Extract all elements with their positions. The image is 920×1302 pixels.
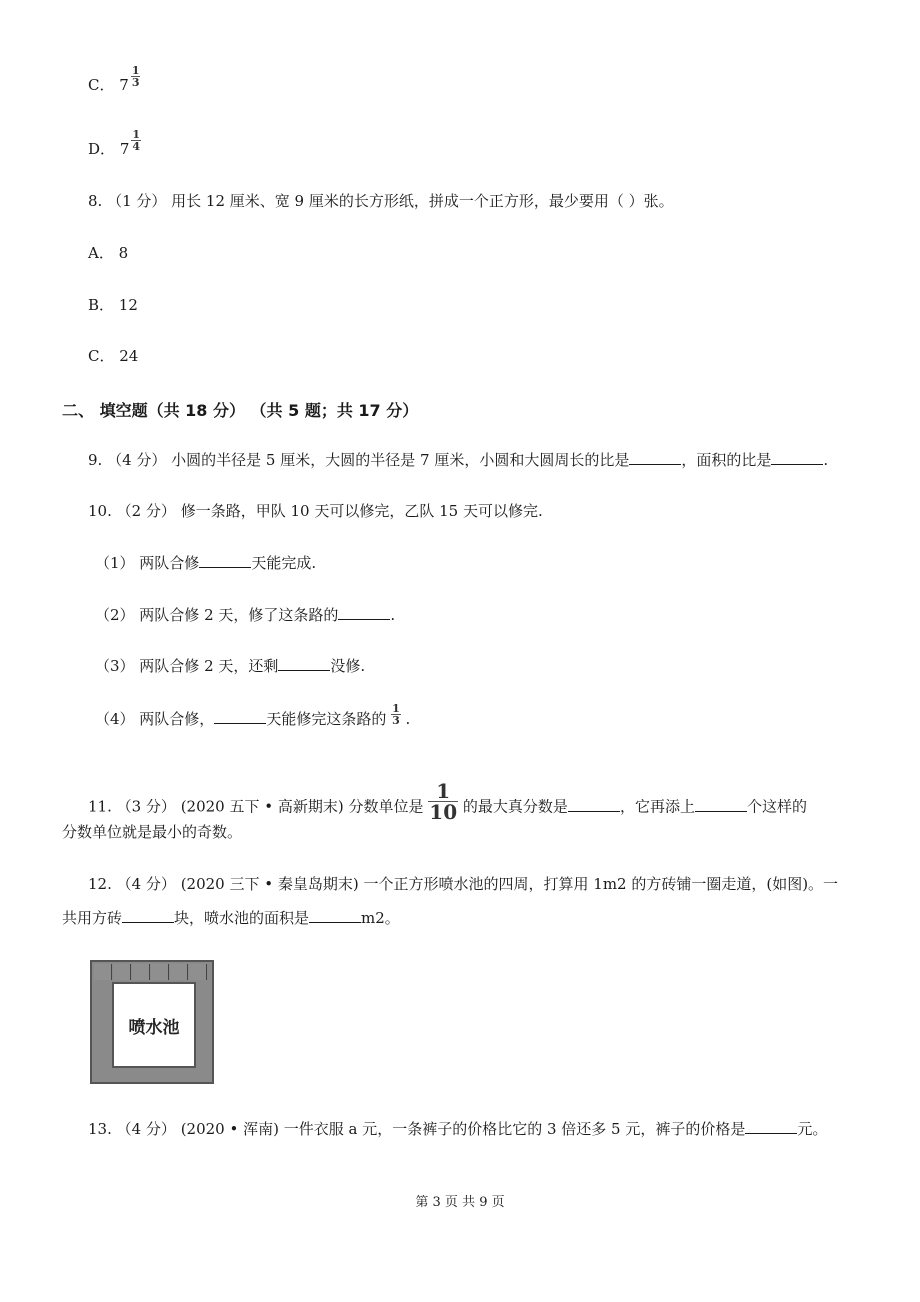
fraction-numerator: 1 (131, 63, 140, 77)
question-12-line2 (62, 907, 400, 929)
sub-text-end: . (390, 606, 396, 624)
pool-label: 喷水池 (112, 982, 196, 1068)
question-13-text: 13. （4 分） (2020 • 浑南) 一件衣服 a 元，一条裤子的价格比它的 3 倍还多 5 元，裤子的价格是 (88, 1120, 746, 1138)
fraction (428, 781, 458, 822)
tile (151, 964, 169, 980)
question-10-text: 10. （2 分） 修一条路，甲队 10 天可以修完，乙队 15 天可以修完. (88, 502, 543, 520)
fraction (131, 65, 141, 88)
mixed-whole: 7 (119, 76, 129, 94)
question-10-sub-4 (95, 701, 411, 732)
fountain-pool-figure (90, 960, 214, 1084)
answer-blank[interactable] (122, 908, 174, 923)
question-13-text-end: 元。 (797, 1120, 828, 1138)
option-d-prev (88, 127, 141, 162)
answer-blank[interactable] (695, 797, 747, 812)
question-8-option-a: A． 8 (88, 244, 129, 262)
answer-blank[interactable] (568, 797, 620, 812)
answer-blank[interactable] (309, 908, 361, 923)
answer-blank[interactable] (278, 656, 330, 671)
sub-text-end: 天能完成. (251, 554, 317, 572)
answer-blank[interactable] (338, 605, 390, 620)
option-letter: C． (88, 76, 115, 94)
question-8-text: 8. （1 分） 用长 12 厘米、宽 9 厘米的长方形纸，拼成一个正方形，最少要用（ ）张。 (88, 192, 674, 210)
answer-blank[interactable] (745, 1119, 797, 1134)
answer-blank[interactable] (199, 553, 251, 568)
option-c-prev (88, 63, 140, 98)
fraction-numerator: 1 (392, 701, 400, 715)
question-9-text: 9. （4 分） 小圆的半径是 5 厘米，大圆的半径是 7 厘米，小圆和大圆周长的比是 (88, 451, 630, 469)
question-11-text-mid: 个这样的 (746, 797, 807, 816)
tile (132, 964, 150, 980)
sub-text-mid: 天能修完这条路的 (266, 710, 387, 728)
mixed-whole: 7 (119, 140, 130, 158)
fraction-denominator: 3 (131, 75, 140, 89)
section-heading: 二、 填空题（共 18 分） （共 5 题；共 17 分） (62, 401, 419, 420)
question-9-text-end: . (823, 451, 829, 469)
question-11-text-mid: 的最大真分数是 (462, 797, 568, 816)
question-13 (88, 1118, 827, 1140)
question-10-sub-2 (95, 604, 395, 626)
question-8-option-c: C． 24 (88, 347, 139, 365)
question-9 (88, 449, 828, 471)
sub-text: （3） 两队合修 2 天，还剩 (95, 657, 279, 675)
fraction-numerator: 1 (436, 779, 451, 803)
sub-text: （4） 两队合修， (95, 710, 215, 728)
question-12-text: 共用方砖 (62, 909, 123, 927)
question-12-line1: 12. （4 分） (2020 三下 • 秦皇岛期末) 一个正方形喷水池的四周，打算用 1m2 的方砖铺一圈走道，(如图)。一 (88, 875, 839, 893)
question-12-text-mid: 块，喷水池的面积是 (174, 909, 310, 927)
fraction-denominator: 4 (132, 139, 141, 153)
question-12-text-end: m2。 (361, 909, 400, 927)
fraction-numerator: 1 (132, 127, 141, 141)
question-10-sub-1 (95, 552, 316, 574)
question-11-text: 11. （3 分） (2020 五下 • 高新期末) 分数单位是 (88, 797, 424, 816)
question-8-option-b: B． 12 (88, 296, 138, 314)
answer-blank[interactable] (771, 450, 823, 465)
fraction-denominator: 3 (392, 713, 400, 727)
fraction (391, 703, 401, 726)
question-10-sub-3 (95, 655, 365, 677)
option-letter: D． (88, 140, 116, 158)
question-11-line2: 分数单位就是最小的奇数。 (62, 823, 243, 841)
answer-blank[interactable] (629, 450, 681, 465)
answer-blank[interactable] (214, 709, 266, 724)
question-11-text-mid: ，它再添上 (619, 797, 695, 816)
tile (94, 964, 112, 980)
question-9-text-mid: ，面积的比是 (681, 451, 772, 469)
tile (170, 964, 188, 980)
sub-text: （2） 两队合修 2 天，修了这条路的 (95, 606, 339, 624)
fraction (131, 129, 141, 152)
sub-text: （1） 两队合修 (95, 554, 200, 572)
page-footer: 第 3 页 共 9 页 (415, 1195, 505, 1210)
fraction-denominator: 10 (429, 800, 458, 824)
tile (113, 964, 131, 980)
tile (189, 964, 207, 980)
sub-text-end: 没修. (330, 657, 366, 675)
sub-text-end: . (405, 710, 411, 728)
